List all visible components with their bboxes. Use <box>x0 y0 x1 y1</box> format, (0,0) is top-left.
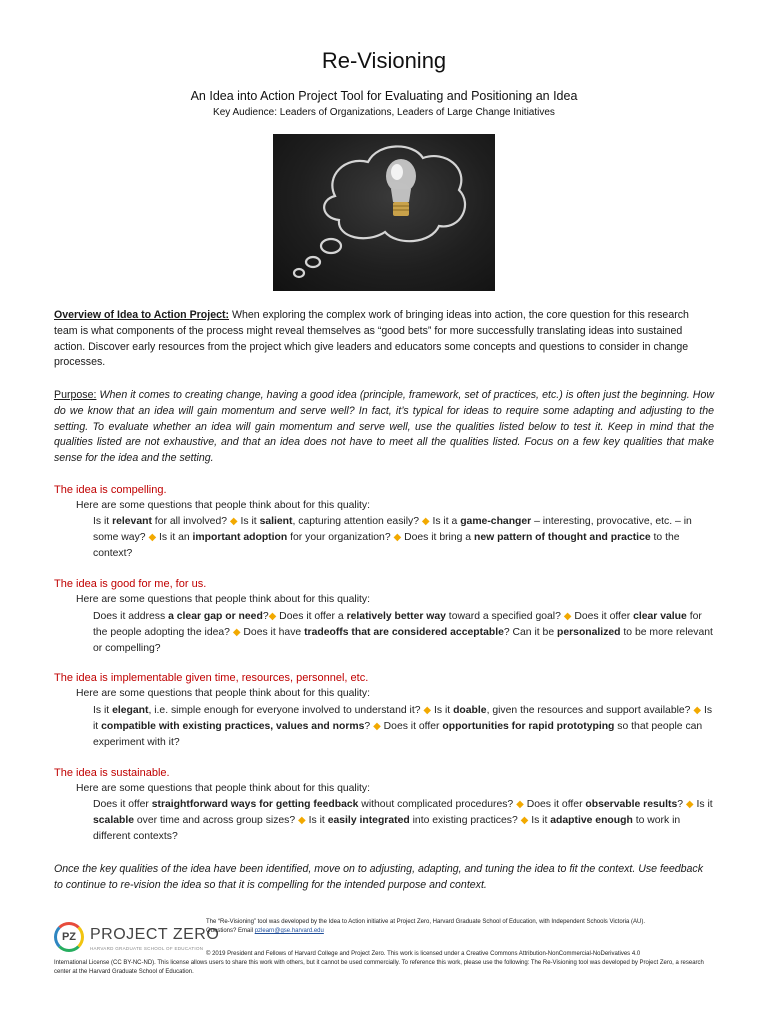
overview-text: When exploring the complex work of bringing ideas into action, the core question for this research team is what components of the process might reveal themselves as “good bets” for more successfully translating ideas into sustained action. Discover early resources from the project which give leaders and educators some concepts and questions to consider in change processes. <box>54 309 689 369</box>
project-zero-logo <box>54 920 220 960</box>
diamond-icon: ◆ <box>421 516 430 527</box>
diamond-icon: ◆ <box>373 721 381 732</box>
quality-heading-compelling: The idea is compelling. <box>54 484 167 496</box>
diamond-icon: ◆ <box>148 532 157 543</box>
overview-paragraph <box>54 308 714 371</box>
diamond-icon: ◆ <box>693 705 702 716</box>
footer-license-a: © 2019 President and Fellows of Harvard College and Project Zero. This work is licensed under a Creative Commons Attribution-NonCommercial-NoDerivatives 4.0 <box>206 951 641 957</box>
diamond-icon: ◆ <box>298 815 306 826</box>
quality-heading-implementable: The idea is implementable given time, resources, personnel, etc. <box>54 672 369 684</box>
purpose-paragraph <box>54 388 714 467</box>
page-subtitle: An Idea into Action Project Tool for Evaluating and Positioning an Idea <box>190 89 578 103</box>
quality-questions-good-for-us: Does it address a clear gap or need?◆ Does it offer a relatively better way toward a specified goal? ◆ Does it offer clear value for the people adopting the idea? ◆ Does it have tradeoffs that are considered acceptable? Can it be personalized to be more relevant or compelling? <box>93 611 713 654</box>
quality-heading-good-for-us: The idea is good for me, for us. <box>54 578 207 590</box>
overview-label: Overview of Idea to Action Project: <box>54 309 230 321</box>
quality-intro: Here are some questions that people think about for this quality: <box>76 688 370 699</box>
diamond-icon: ◆ <box>520 815 529 826</box>
purpose-text: When it comes to creating change, having a good idea (principle, framework, set of practices, etc.) is often just the beginning. How do we know that an idea will gain momentum and serve well? In fact, it’s typical for ideas to require some adapting and adjusting to the setting. To evaluate whether an idea will gain momentum and serve well, use the qualities listed below to test it. Keep in mind that the qualities listed are not exhaustive, and that an idea does not have to meet all the qualities listed. Focus on a few key qualities that make sense for the idea and the setting. <box>54 389 714 465</box>
key-audience: Key Audience: Leaders of Organizations, Leaders of Large Change Initiatives <box>213 107 555 118</box>
diamond-icon: ◆ <box>229 516 238 527</box>
email-link[interactable]: pzlearn@gse.harvard.edu <box>254 928 324 934</box>
lightbulb-icon <box>273 134 495 291</box>
quality-questions-sustainable: Does it offer straightforward ways for getting feedback without complicated procedures? ◆ Does it offer observable results? ◆ Is it scalable over time and across group sizes? ◆ Is it easily integrated into existing practices? ◆ Is it adaptive enough to work in different contexts? <box>93 799 713 842</box>
lightbulb-chalkboard-image <box>273 134 495 291</box>
pz-logo-subtitle: HARVARD GRADUATE SCHOOL OF EDUCATION <box>90 946 204 951</box>
diamond-icon: ◆ <box>685 799 694 810</box>
quality-intro: Here are some questions that people think about for this quality: <box>76 783 370 794</box>
quality-heading-sustainable: The idea is sustainable. <box>54 767 170 779</box>
quality-intro: Here are some questions that people think about for this quality: <box>76 594 370 605</box>
footer-credit: The “Re-Visioning” tool was developed by the Idea to Action initiative at Project Zero, Harvard Graduate School of Education, with Independent Schools Victoria (AU). Questions? Email pzlearn@gse.harvard.edu <box>206 919 646 934</box>
quality-questions-implementable: Is it elegant, i.e. simple enough for everyone involved to understand it? ◆ Is it doable, given the resources and support available? ◆ Is it compatible with existing practices, values and norms? ◆ Does it offer opportunities for rapid prototyping so that people can experiment with it? <box>93 705 713 748</box>
page-title: Re-Visioning <box>321 48 447 73</box>
pz-logo-icon: PZ <box>54 922 84 952</box>
quality-questions-compelling: Is it relevant for all involved? ◆ Is it salient, capturing attention easily? ◆ Is it a game-changer – interesting, provocative, etc. – in some way? ◆ Is it an important adoption for your organization? ◆ Does it bring a new pattern of thought and practice to the context? <box>93 516 692 559</box>
quality-intro: Here are some questions that people think about for this quality: <box>76 500 370 511</box>
diamond-icon: ◆ <box>232 627 241 638</box>
diamond-icon: ◆ <box>516 799 524 810</box>
diamond-icon: ◆ <box>393 532 402 543</box>
diamond-icon: ◆ <box>268 611 277 622</box>
closing-paragraph: Once the key qualities of the idea have been identified, move on to adjusting, adapting, and tuning the idea to fit the context. Use feedback to continue to re-vision the idea so that it is compelling for the intended purpose and context. <box>54 863 704 891</box>
purpose-label: Purpose: <box>54 389 97 401</box>
diamond-icon: ◆ <box>423 705 432 716</box>
diamond-icon: ◆ <box>563 611 572 622</box>
pz-logo-name: PROJECT ZERO <box>90 926 220 943</box>
footer-license-b: International License (CC BY-NC-ND). This license allows users to share this work with others, but it cannot be used commercially. To reference this work, please use the following: The Re-Visioning tool was developed by Project Zero, a research center at the Harvard Graduate School of Education. <box>54 960 704 975</box>
